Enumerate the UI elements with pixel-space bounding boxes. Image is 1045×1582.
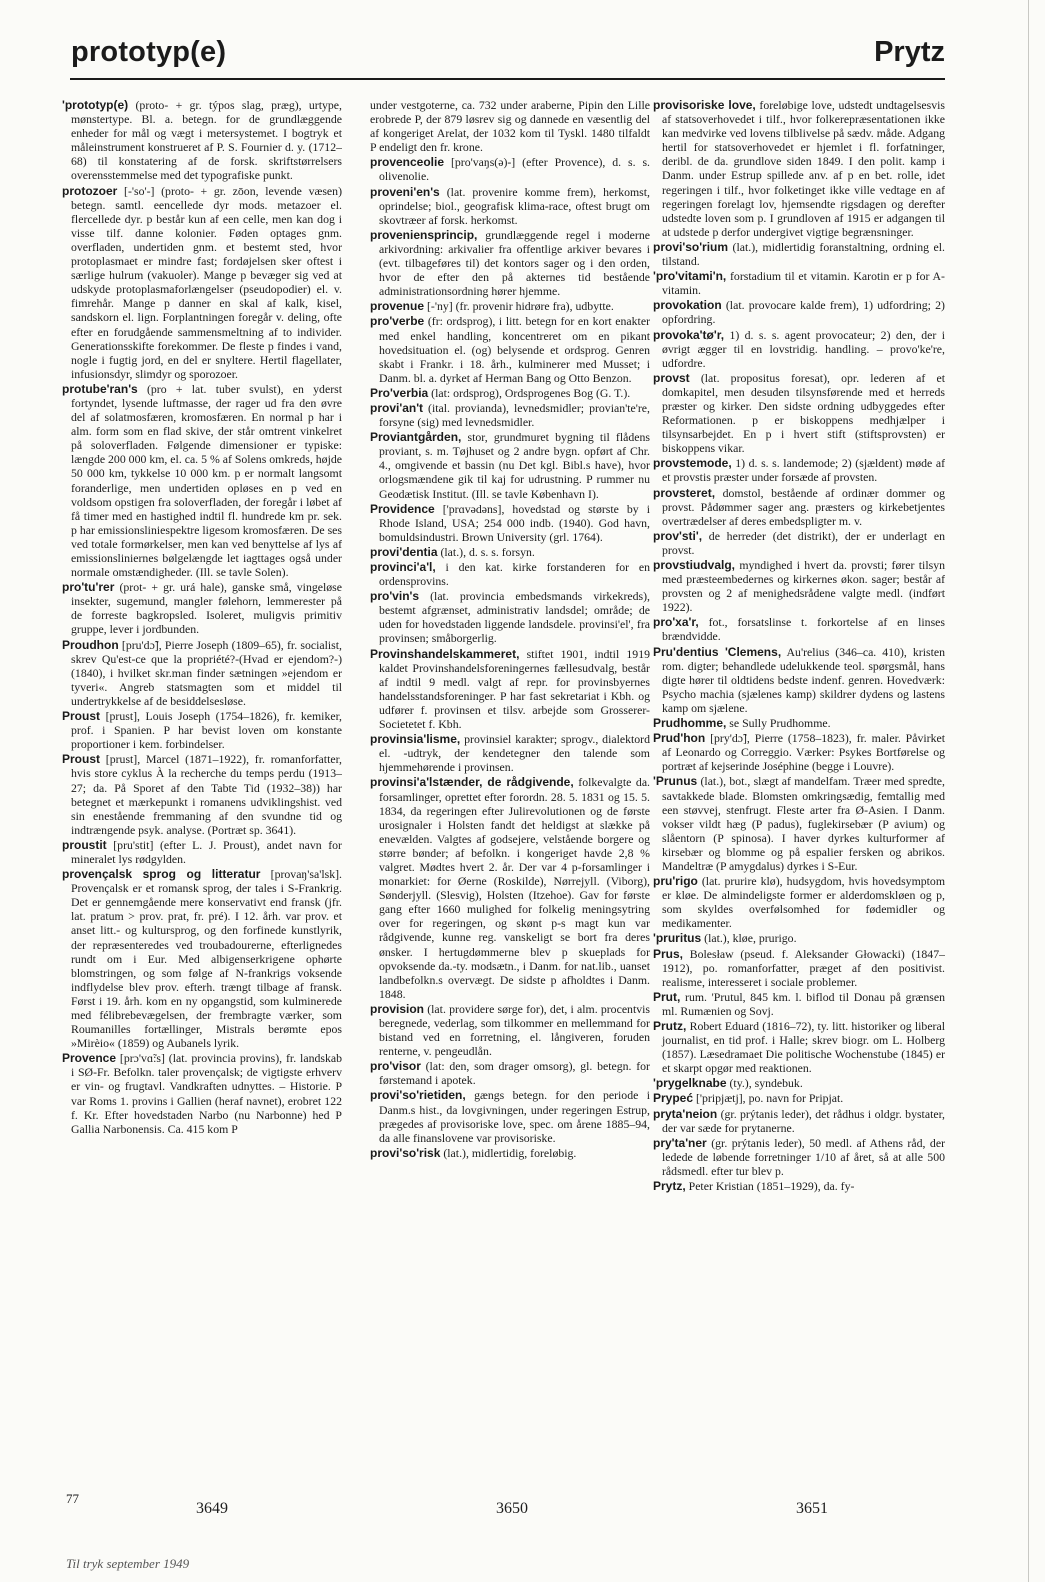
entry-headword: Pru'dentius 'Clemens,	[653, 644, 782, 659]
entry-definition: (proto- + gr. týpos slag, præg), urtype, mønstertype. Bl. a. betegn. for de grundlæggende enheder for mål og vægt i metersystemet. I bogtryk et måleinstrument konstrueret af P. S. Fournier d. y. (1712–68) til konstatering af de forsk. skriftstørrelsers overensstemmelse med det typografiske punkt.	[71, 98, 342, 183]
dictionary-entry	[370, 1146, 650, 1160]
dictionary-entry	[653, 1107, 945, 1135]
entry-definition: Robert Eduard (1816–72), ty. litt. historiker og liberal journalist, en tid prof. i Halle; skrev biogr. om L. Holberg (1857). Læsedramaet Die politische Wochenstube (1845) er et skarpt opgør med reaktionen.	[662, 1019, 945, 1076]
dictionary-entry	[370, 430, 650, 500]
entry-definition: fot., forsatslinse t. forkortelse af en linses brændvidde.	[662, 615, 945, 644]
entry-definition: [prust], Marcel (1871–1922), fr. romanforfatter, hvis store cyklus À la recherche du temps perdu (1913–27; da. På Sporet af den Tabte Tid (1932–38)) har betegnet et mærkepunkt i romanens udviklingshist. ved sin enestående fremmaning af den svundne tid og indtrængende psyk. analyse. (Portræt sp. 3641).	[71, 752, 342, 837]
dictionary-entry	[653, 371, 945, 456]
dictionary-entry	[370, 401, 650, 429]
entry-headword: Provence	[62, 1051, 117, 1066]
entry-headword: Prut,	[653, 989, 681, 1004]
dictionary-entry	[370, 1059, 650, 1087]
entry-headword: pro'tu'rer	[62, 580, 115, 595]
entry-definition: 1) d. s. s. landemode; 2) (sjældent) møde af et provstis præster under forsæde af provsten.	[662, 456, 945, 485]
entry-definition: se Sully Prudhomme.	[726, 716, 831, 731]
entry-headword: Prud'hon	[653, 731, 706, 746]
dictionary-entry	[653, 716, 945, 730]
dictionary-entry	[653, 529, 945, 557]
entry-headword: Pro'verbia	[370, 385, 429, 400]
dictionary-entry	[370, 502, 650, 544]
entry-headword: pry'ta'ner	[653, 1135, 707, 1150]
entry-definition: (gr. prýtanis leder), 50 medl. af Athens råd, der ledede de løbende forretninger 1/10 af året, så at alle 500 rådsmedl. efter tur blev p.	[662, 1135, 945, 1178]
column-number-1: 3649	[196, 1500, 228, 1517]
dictionary-entry	[653, 774, 945, 873]
entry-headword: Prus,	[653, 946, 684, 961]
entry-definition: (lat. provocare kalde frem), 1) udfordring; 2) opfordring.	[662, 298, 945, 327]
dictionary-entry	[653, 1136, 945, 1178]
entry-definition: (gr. prýtanis leder), det rådhus i oldgr. bystater, der var sæde for prytanerne.	[662, 1106, 945, 1135]
dictionary-entry	[653, 645, 945, 715]
dictionary-entry	[370, 1088, 650, 1144]
dictionary-entry	[62, 580, 342, 636]
entry-headword: Proust	[62, 709, 101, 724]
dictionary-entry	[62, 752, 342, 837]
entry-headword: provsteret,	[653, 485, 716, 500]
dictionary-entry	[370, 155, 650, 183]
dictionary-entry	[62, 1051, 342, 1136]
entry-definition: (lat.), midlertidig, foreløbig.	[440, 1145, 577, 1160]
header-right-guide-word: Prytz	[874, 36, 945, 68]
entry-definition: [-'ny] (fr. provenir hidrøre fra), udbytte.	[424, 299, 614, 314]
entry-definition: Peter Kristian (1851–1929), da. fy-	[685, 1179, 855, 1194]
dictionary-entry	[653, 931, 945, 945]
entry-headword: provinsia'lisme,	[370, 732, 461, 747]
entry-definition: ['prɑvədəns], hovedstad og største by i Rhode Island, USA; 254 000 indb. (1940). God havn, bomuldsindustri. Brown University (grl. 1764).	[379, 501, 650, 544]
entry-definition: [pru'dɔ̃], Pierre Joseph (1809–65), fr. socialist, skrev Qu'est-ce que la propriété?-(Hvad er ejendom?-)(1840), i hvilket skr.man finder sætningen »ejendom er tyveri«. Angreb statsmagten som et middel til undertrykkelse af de besiddelsesløse.	[71, 637, 342, 708]
entry-definition: [pru'stit] (efter L. J. Proust), andet navn for mineralet lys rødgylden.	[71, 837, 342, 866]
entry-definition: foreløbige love, udstedt undtagelsesvis af statsoverhovedet i tilf., hvor folkerepræsentationen ikke kan medvirke ved lovens tilblivelse på sædv. måde. Adgang hertil for statsoverhovedet er hjemlet i fl. forfatninger, deribl. de da. grundlove siden 1849. I den polit. kamp i Danm. under Estrup spillede anv. af p en bet. rolle, idet regeringen i tilf., hvor folketinget ikke ville vedtage en af regeringen forelagt lov, hjemsendte rigsdagen og derefter udstedte loven som p. I grundloven af 1915 er adgangen til at udstede p derfor undergivet vigtige begrænsninger.	[662, 98, 945, 239]
dictionary-entry	[653, 1091, 945, 1105]
dictionary-entry	[653, 1076, 945, 1090]
footer-page-number: 77	[66, 1491, 79, 1506]
dictionary-entry	[62, 638, 342, 708]
entry-definition: [pro'vaŋs(ə)-] (efter Provence), d. s. s. olivenolie.	[379, 155, 650, 184]
entry-headword: protube'ran's	[62, 381, 138, 396]
column-3	[653, 98, 945, 1388]
entry-headword: Proviantgården,	[370, 430, 462, 445]
entry-headword: Prudhomme,	[653, 716, 727, 731]
entry-definition: [provaŋ'sa'lsk]. Provençalsk er et romansk sprog, der tales i S-Frankrig. Det er gennemgående mere konservativt end fransk (jfr. lat. pratum > prov. prat, fr. pré). I 12. årh. var prov. et anset litt.- og kultursprog, og den forfinede kunstlyrik, der repræsenteredes ved troubadourerne, efterlignedes rundt om i Eur. Med albigenserkrigene ophørte blomstringen, og som følge af N-frankrigs voksende indflydelse blev prov. efterh. trængt tilbage af fransk. Først i 19. årh. kom en ny opgangstid, som kulminerede med félibrebevægelsen, der frembragte værker, som Roumanilles fortællinger, Mistrals berømte epos »Mirèio« (1859) og Aubanels lyrik.	[71, 867, 342, 1051]
entry-headword: Providence	[370, 501, 435, 516]
entry-headword: pryta'neion	[653, 1106, 718, 1121]
dictionary-entry	[62, 98, 342, 183]
entry-headword: provision	[370, 1001, 425, 1016]
entry-headword: proveni'en's	[370, 184, 440, 199]
entry-definition: stiftet 1901, indtil 1919 kaldet Provinshandelsforeningernes fællesudvalg, består af indtil 9 medl. valgt af repr. for provinsbyernes handelsstandsforeninger. P har fast sekretariat i Kbh. og udfører f. provinsen et tilsv. arbejde som Grosserer-Societetet f. Kbh.	[379, 646, 650, 732]
entry-definition: (fr: ordsprog), i litt. betegn for en kort enakter med enkel handling, koncentreret om en pikant hovedsituation el. (og) belysende et ordsprog. Genren skabt i Frankr. i 18. årh., kulminerer med Musset; i Danm. bl. a. dyrket af Herman Bang og Otto Benzon.	[379, 314, 650, 385]
entry-headword: provisoriske love,	[653, 98, 756, 112]
entry-definition: (pro + lat. tuber svulst), en yderst fortyndet, lysende luftmasse, der rager ud fra den øvre del af solatmosfæren, kromosfæren. En normal p har i alm. form som en flad skive, der står omtrent vinkelret på soloverfladen. Følgende dimensioner er typiske: længde 200 000 km, el. ca. 5 % af Solens omkreds, højde 50 000 km, tykkelse 10 000 km. p er normalt langsomt foranderlige, men undertiden opløses en p ved en voldsom opstigen fra soloverfladen, der foregår i løbet af få timer med en hastighed indtil fl. hundrede km pr. sek. p har emissionsliniespektre ligesom kromosfæren. De ses ved totale formørkelser, men kan ved benyttelse af lys af emissionsliniernes bølgelængde let iagttages også under normale omstændigheder. (Ill. se tavle Solen).	[71, 381, 342, 580]
column-2	[370, 98, 650, 1388]
entry-definition: domstol, bestående af ordinær dommer og provst. Pådømmer sager ang. præsters og kirkebetjentes overtrædelser af deres embedspligter m. v.	[662, 485, 945, 528]
entry-definition: (lat: ordsprog), Ordsprogenes Bog (G. T.).	[428, 385, 631, 400]
entry-headword: provst	[653, 370, 690, 385]
entry-headword: provenceolie	[370, 155, 445, 170]
entry-headword: provokation	[653, 298, 722, 313]
column-number-3: 3651	[796, 1500, 828, 1517]
entry-definition: stor, grundmuret bygning til flådens proviant, s. m. Tøjhuset og 2 andre bygn. opført af Chr. 4., omgivende et bassin (nu Det kgl. Bibl.s have), hvor orlogsmændene gik til kaj for udrustning. P rummer nu Geodætisk Institut. (Ill. se tavle København I).	[379, 430, 650, 501]
entry-definition: (ital. provianda), levnedsmidler; provian'te're, forsyne (sig) med levnedsmidler.	[379, 400, 650, 430]
entry-headword: provi'so'rietiden,	[370, 1088, 466, 1103]
dictionary-entry	[62, 867, 342, 1050]
entry-headword: prov'sti',	[653, 528, 703, 543]
entry-definition: (lat.), bot., slægt af mandelfam. Træer med spredte, savtakkede blade. Blomsten omkringsædig, femtallig med een støvvej, stenfrugt. Fleste arter fra Ø-Asien. I Danm. vokser vildt hæg (P padus), fuglekirsebær (P avium) og slåentorn (P spinosa). I haver dyrkes kulturformer af kirsebær og blomme og på espalier fersken og abrikos. Mandeltræ (P amygdalus) dyrkes i S-Eur.	[662, 774, 945, 873]
dictionary-entry	[370, 228, 650, 298]
entry-headword: provençalsk sprog og litteratur	[62, 867, 261, 882]
entry-headword: provoka'tø'r,	[653, 327, 725, 342]
entry-definition: [prust], Louis Joseph (1754–1826), fr. kemiker, prof. i Spanien. P har bevist loven om konstante proportioner i kem. forbindelser.	[71, 709, 342, 752]
header-left-guide-word: prototyp(e)	[71, 36, 227, 68]
entry-definition: Bolesław (pseud. f. Aleksander Głowacki) (1847–1912), po. romanforfatter, præget af den positivist. realisme, interesseret i sociale problemer.	[662, 946, 945, 989]
entry-headword: pro'vin's	[370, 589, 420, 604]
dictionary-entry	[370, 98, 650, 154]
entry-headword: Proust	[62, 752, 101, 767]
entry-definition: de herreder (det distrikt), der er underlagt en provst.	[662, 528, 945, 557]
entry-headword: 'prygelknabe	[653, 1076, 727, 1091]
dictionary-entry	[653, 1019, 945, 1075]
dictionary-entry	[370, 299, 650, 313]
entry-definition: [-'so'-] (proto- + gr. zōon, levende væsen) betegn. samtl. eencellede dyr mods. metazoer el. flercellede dyr. p består kun af een celle, men kan dog i visse tilf. danne kolonier. Føden optages gnm. overfladen, undertiden gnm. et bestemt sted, hvor protoplasmaet er mindre fast; fordøjelsen sker oftest i særlige hulrum (vakuoler). Mange p bevæger sig ved at udskyde protoplasmaforlængelser (pseudopodier) el. v. fimrehår. Mange p danner en skal af kalk, kisel, sandskorn el. lign. Forplantningen foregår v. deling, ofte efter en forudgående sammensmeltning af to individer. Generationsskifte forekommer. De fleste p findes i vand, nogle i fugtig jord, en del er snyltere. Hertil flagellater, infusionsdyr, slimdyr og sporozoer.	[71, 183, 342, 381]
column-number-2: 3650	[496, 1500, 528, 1517]
entry-definition: provinsiel karakter; sprogv., dialektord el. -udtryk, der kendetegner den talende som hjemmehørende i provinsen.	[379, 732, 650, 775]
entry-headword: provenue	[370, 299, 425, 314]
entry-headword: Provinshandelskammeret,	[370, 646, 520, 661]
page-edge-line	[1028, 0, 1029, 1582]
entry-definition: (prot- + gr. urá hale), ganske små, vingeløse insekter, sugemund, mangler følehorn, lemmerester på de forreste bagkropsled. Isoleret, muligvis primitiv gruppe, lever i jordbunden.	[71, 580, 342, 637]
entry-headword: provi'an't	[370, 400, 424, 415]
entry-definition: (lat. propositus foresat), opr. lederen af et domkapitel, men desuden tilsynsførende med et herreds præster og kirker. Den sidste ordning udbyggedes efter Reformationen. p er biskoppens medhjælper i tilsynsarbejdet. En p i hvert stift (stiftsprovsten) er biskoppens vikar.	[662, 370, 945, 456]
entry-headword: Proudhon	[62, 637, 119, 652]
entry-definition: myndighed i hvert da. provsti; fører tilsyn med præsteembedernes og kirkernes økon. sager; består af provsten og 2 af menighedsrådene valgte medl. (indført 1922).	[662, 558, 945, 615]
entry-definition: forstadium til et vitamin. Karotin er p for A-vitamin.	[662, 269, 945, 298]
entry-headword: proustit	[62, 837, 107, 852]
dictionary-entry	[370, 647, 650, 732]
dictionary-entry	[62, 709, 342, 751]
dictionary-entry	[653, 731, 945, 773]
dictionary-entry	[62, 838, 342, 866]
entry-definition: 1) d. s. s. agent provocateur; 2) den, der i øvrigt ægger til en lovstridig. handling. – provo'ke're, udfordre.	[662, 327, 945, 370]
entry-headword: 'pruritus	[653, 931, 702, 946]
dictionary-entry	[370, 1002, 650, 1058]
dictionary-entry	[653, 874, 945, 930]
entry-headword: provinsi'a'lstænder, de rådgivende,	[370, 775, 574, 790]
entry-definition: (lat. prurire klø), hudsygdom, hvis hovedsymptom er kløe. De almindeligste former er alderdomskløen og p, som skyldes overfølsomhed for fødemidler og medikamenter.	[662, 874, 945, 931]
entry-headword: provstemode,	[653, 456, 732, 471]
dictionary-entry	[653, 98, 945, 239]
entry-definition: grundlæggende regel i moderne arkivordning: arkivalier fra offentlige arkiver bevares i (evt. tilbageføres til) det kontors sager og i den orden, hvor de efter den på akternes tid bestående administrationsordning hører hjemme.	[379, 227, 650, 299]
entry-headword: pro'visor	[370, 1059, 421, 1074]
dictionary-entry	[653, 240, 945, 268]
dictionary-entry	[653, 269, 945, 297]
dictionary-entry	[653, 1179, 945, 1193]
dictionary-entry	[370, 775, 650, 1001]
entry-headword: pru'rigo	[653, 874, 698, 889]
dictionary-entry	[653, 558, 945, 614]
entry-headword: provinci'a'l,	[370, 560, 436, 574]
dictionary-entry	[653, 486, 945, 528]
entry-definition: (lat.), kløe, prurigo.	[701, 931, 797, 946]
entry-definition: folkevalgte da. forsamlinger, oprettet efter forordn. 28. 5. 1831 og 15. 5. 1834, da regeringen efter Julirevolutionen og de første urosignaler i Holsten fandt det heldigst at slække på enevælden. Valgtes af godsejere, velstående borgere og større bønder; af befolkn. i kongeriget havde 2,8 % valgret. Mødtes hvert 2. år. Der var 4 p-forsamlinger i monarkiet: for Øerne (Roskilde), Nørrejyll. (Viborg), Sønderjyll. (Slesvig), Holsten (Itzehoe). Gav for første gang efter 1660 mulighed for folkelig meningsytring over for regeringen, og skønt p-s magt kun var rådgivende, kunne reg. vanskeligt se bort fra deres ønsker. I hertugdømmerne blev p skueplads for opvoksende da.-ty. modsætn., i Danm. for nat.lib., uanset landbefolkn.s overvægt. De sidste p afholdtes i Danm. 1848.	[379, 775, 650, 1001]
entry-definition: [prɔ'vɑ̃:s] (lat. provincia provins), fr. landskab i SØ-Fr. Befolkn. taler provençalsk; de vigtigste erhverv er vin- og frugtavl. Vandkraften udnyttes. – Historie. P var Roms 1. provins i Gallien (heraf navnet), erobret 122 f. Kr. Efter hovedstaden Narbo (nu Narbonne) hed P Gallia Narbonensis. Ca. 415 kom P	[71, 1051, 342, 1136]
entry-definition: (lat. provenire komme frem), herkomst, oprindelse; biol., geografisk klima-race, oftest brugt om skovtræer af forsk. herkomst.	[379, 184, 650, 227]
dictionary-entry	[653, 328, 945, 370]
dictionary-entry	[62, 184, 342, 381]
entry-headword: 'pro'vitami'n,	[653, 269, 727, 284]
dictionary-entry	[62, 382, 342, 579]
entry-definition: under vestgoterne, ca. 732 under araberne, Pipin den Lille erobrede P, der 879 løsrev sig og dannede en væsentlig del af kongeriget Arelat, der 1032 kom til Tyskl. 1480 tilfaldt P endeligt den fr. krone.	[370, 98, 650, 155]
dictionary-entry	[370, 589, 650, 645]
dictionary-entry	[653, 947, 945, 989]
entry-headword: protozoer	[62, 183, 118, 198]
dictionary-entry	[653, 456, 945, 484]
header-rule	[70, 78, 945, 80]
entry-definition: (lat.), midlertidig foranstaltning, ordning el. tilstand.	[662, 239, 945, 269]
entry-definition: (lat. providere sørge for), det, i alm. procentvis beregnede, vederlag, som tilkommer en mellemmand for bistand ved en forretning, el. långiveren, foruden renterne, v. pengeudlån.	[379, 1001, 650, 1059]
dictionary-entry	[370, 560, 650, 588]
entry-definition: (lat. provincia embedsmands virkekreds), bestemt afgrænset, administrativ landsdel; område; de uden for hovedstaden liggende landsdele. provinsi'el', fra provinsen; småborgerlig.	[379, 589, 650, 646]
entry-headword: proveniensprincip,	[370, 227, 478, 242]
dictionary-entry	[653, 990, 945, 1018]
dictionary-entry	[370, 545, 650, 559]
entry-definition: [pry'dɔ̃], Pierre (1758–1823), fr. maler. Påvirket af Leonardo og Correggio. Værker: Psykes Bortførelse og portræt af kejserinde Joséphine (begge i Louvre).	[662, 731, 945, 774]
entry-headword: 'prototyp(e)	[62, 98, 129, 112]
column-1	[62, 98, 342, 1388]
entry-definition: Au'relius (346–ca. 410), kristen rom. digter; behandlede udelukkende teol. spørgsmål, hans digte hører til oldtidens bedste indenf. genren. Hovedværk: Psycho machia (sjælenes kamp) skildrer dydens og lastens kamp om sjælene.	[662, 644, 945, 715]
entry-definition: rum. 'Prutul, 845 km. l. biflod til Donau på grænsen ml. Rumænien og Sovj.	[662, 989, 945, 1018]
dictionary-entry	[370, 185, 650, 227]
entry-definition: (lat: den, som drager omsorg), gl. betegn. for førstemand i apotek.	[379, 1059, 650, 1088]
dictionary-entry	[653, 615, 945, 643]
entry-headword: provi'so'rium	[653, 239, 729, 254]
entry-headword: provstiudvalg,	[653, 558, 736, 572]
entry-headword: Prutz,	[653, 1019, 687, 1033]
entry-definition: (lat.), d. s. s. forsyn.	[437, 544, 535, 559]
footer-print-note: Til tryk september 1949	[66, 1556, 190, 1571]
dictionary-entry	[370, 386, 650, 400]
entry-definition: (ty.), syndebuk.	[726, 1076, 803, 1091]
entry-headword: provi'dentia	[370, 544, 438, 559]
entry-headword: Prypeć	[653, 1091, 694, 1106]
dictionary-entry	[653, 298, 945, 326]
entry-headword: provi'so'risk	[370, 1145, 441, 1160]
entry-headword: 'Prunus	[653, 774, 698, 789]
dictionary-entry	[370, 314, 650, 384]
entry-headword: pro'xa'r,	[653, 615, 699, 630]
entry-definition: ['pripjætj], po. navn for Pripjat.	[693, 1091, 844, 1106]
dictionary-entry	[370, 732, 650, 774]
entry-headword: pro'verbe	[370, 314, 425, 329]
entry-headword: Prytz,	[653, 1179, 686, 1194]
entry-definition: gængs betegn. for den periode i Danm.s hist., da lovgivningen, under regeringen Estrup, prægedes af provisoriske love, spec. om årene 1885–94, da alle finanslovene var provisoriske.	[379, 1088, 650, 1145]
entry-definition: i den kat. kirke forstanderen for en ordensprovins.	[379, 560, 650, 589]
